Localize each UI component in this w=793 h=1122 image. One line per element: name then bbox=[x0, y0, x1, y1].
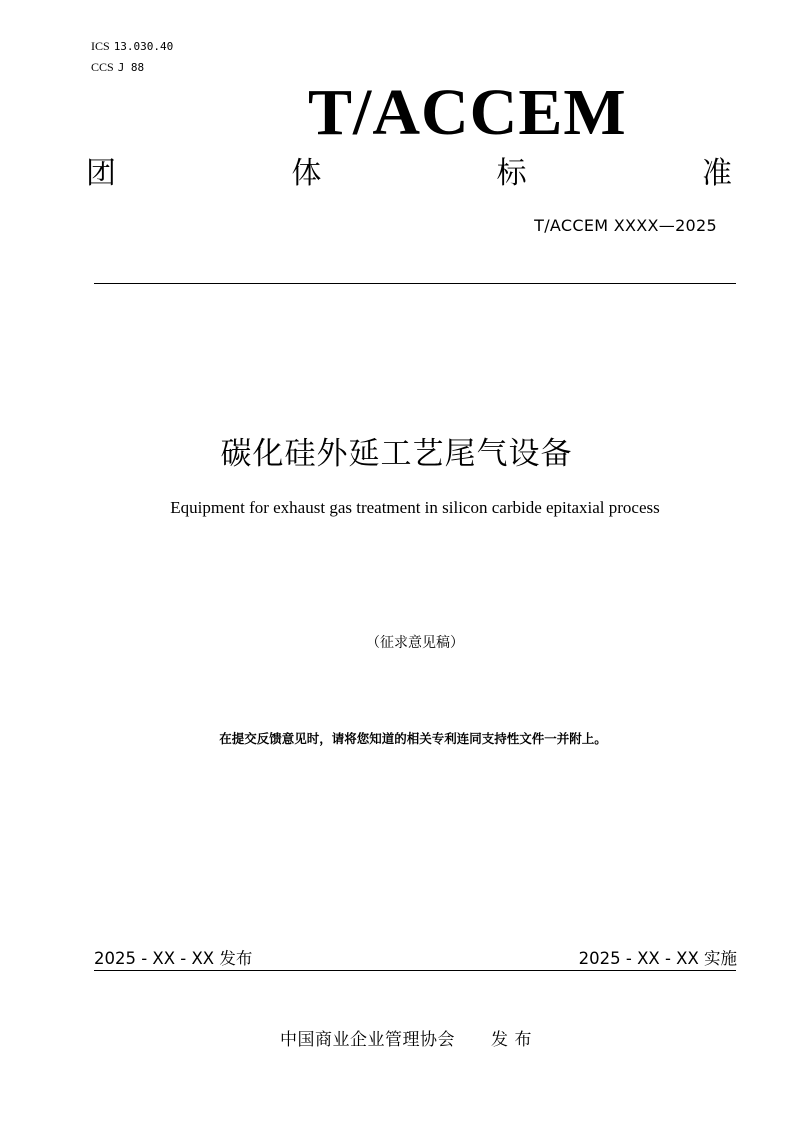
issuer-line bbox=[0, 1025, 793, 1050]
standard-logo: T/ACCEM bbox=[308, 76, 627, 149]
group-standard-char: 准 bbox=[701, 156, 732, 191]
bottom-divider bbox=[94, 970, 736, 971]
ics-code bbox=[91, 39, 173, 54]
top-divider bbox=[94, 283, 736, 284]
draft-label: （征求意见稿） bbox=[366, 635, 464, 651]
issuer-org: 中国商业企业管理协会 bbox=[280, 1030, 456, 1050]
standard-number: T/ACCEM XXXX—2025 bbox=[534, 216, 717, 235]
ccs-value: J 88 bbox=[117, 61, 145, 74]
group-standard-char: 团 bbox=[86, 156, 116, 191]
patent-notice: 在提交反馈意见时，请将您知道的相关专利连同支持性文件一并附上。 bbox=[219, 731, 607, 746]
publish-date: 2025 - XX - XX 发布 bbox=[94, 949, 253, 968]
ccs-label: CCS bbox=[91, 60, 114, 74]
document-title-en: Equipment for exhaust gas treatment in silicon carbide epitaxial process bbox=[170, 498, 660, 517]
group-standard-heading bbox=[86, 148, 732, 192]
implement-date: 2025 - XX - XX 实施 bbox=[578, 949, 737, 968]
ics-label: ICS bbox=[91, 39, 110, 53]
ics-value: 13.030.40 bbox=[113, 40, 174, 53]
group-standard-char: 体 bbox=[291, 156, 322, 191]
document-title-cn: 碳化硅外延工艺尾气设备 bbox=[220, 436, 573, 472]
group-standard-char: 标 bbox=[496, 156, 527, 191]
ccs-code bbox=[91, 60, 144, 75]
issuer-action: 发 布 bbox=[491, 1030, 532, 1050]
